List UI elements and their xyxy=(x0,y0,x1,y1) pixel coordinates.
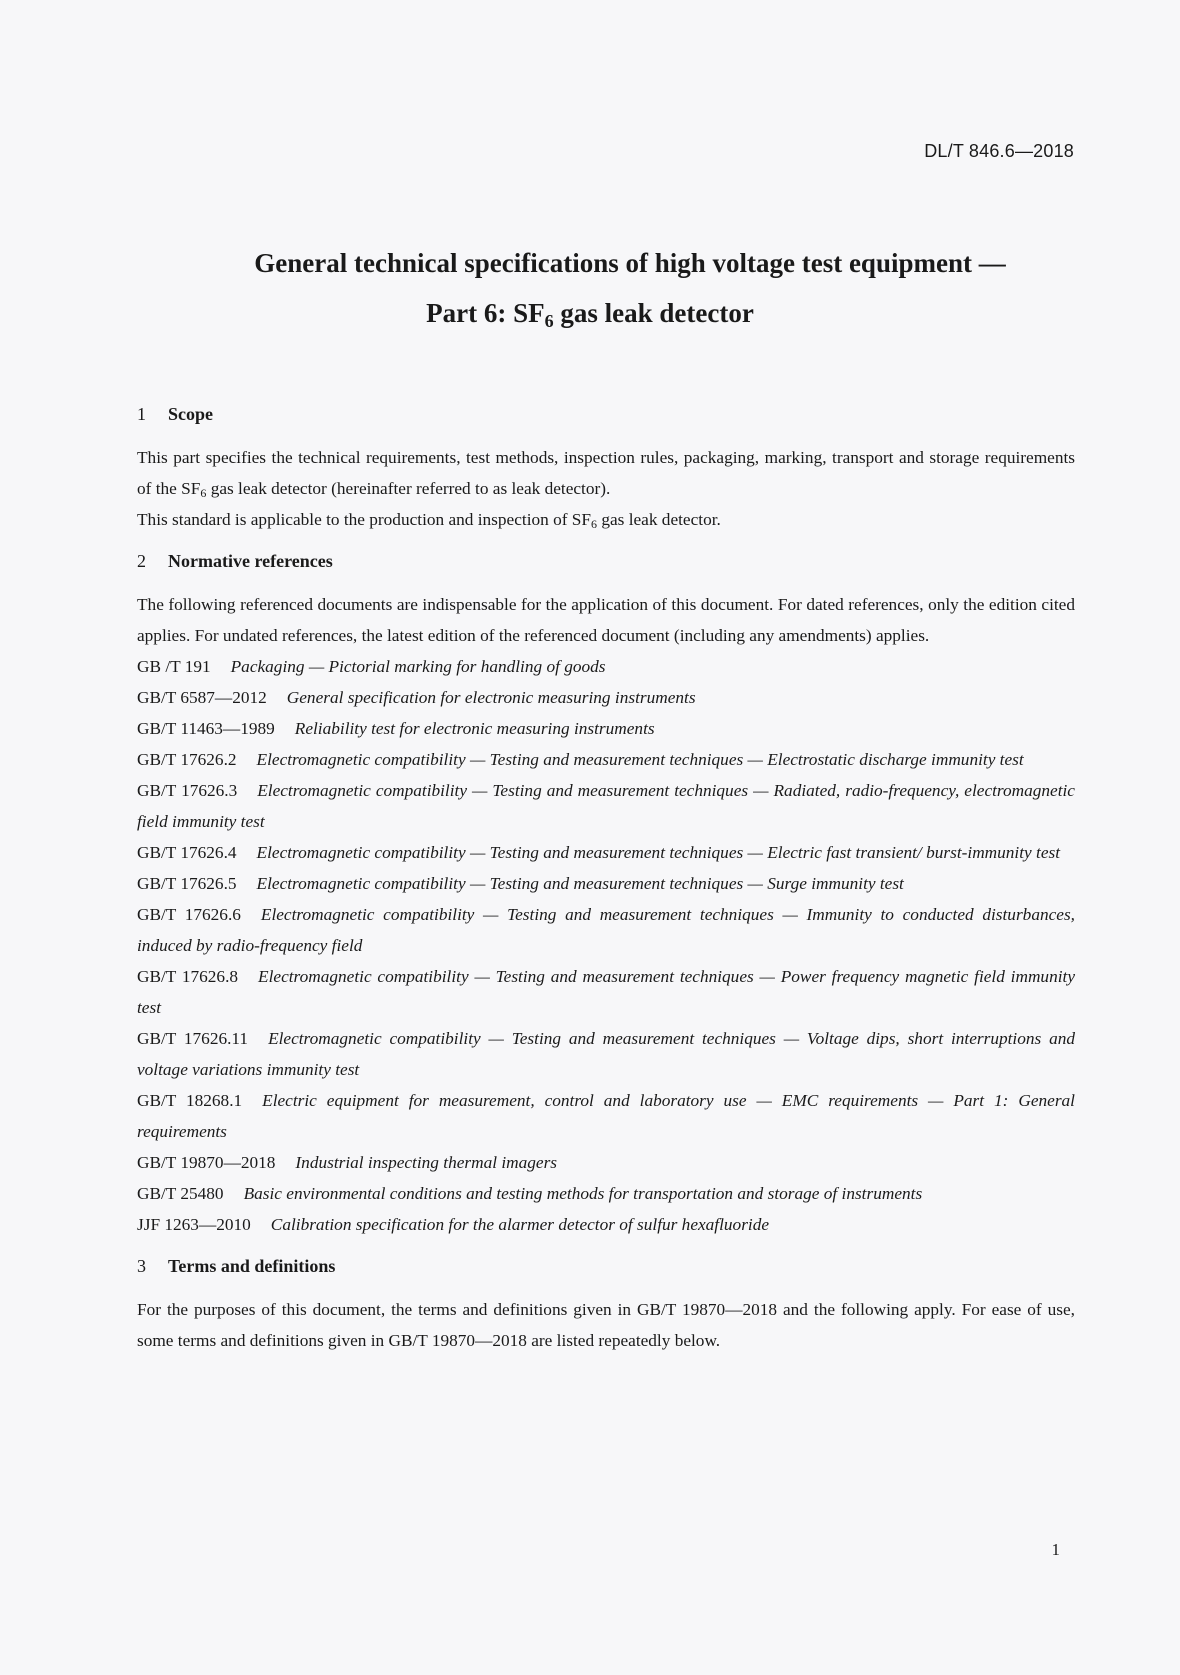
reference-title: Packaging — Pictorial marking for handling of goods xyxy=(230,657,606,676)
reference-title: Basic environmental conditions and testing methods for transportation and storage of instruments xyxy=(243,1184,923,1203)
scope-p2-text-a: This standard is applicable to the production and inspection of SF xyxy=(137,510,592,529)
reference-code: GB/T 17626.8 xyxy=(137,967,239,986)
reference-code: GB/T 17626.5 xyxy=(137,874,237,893)
section-title: Terms and definitions xyxy=(168,1256,336,1276)
reference-code: GB/T 17626.11 xyxy=(137,1029,249,1048)
reference-item xyxy=(137,868,1075,899)
reference-list xyxy=(137,651,1075,1240)
terms-paragraph: For the purposes of this document, the terms and definitions given in GB/T 19870—2018 and the following apply. For ease of use, some terms and definitions given in GB/T 19870—2018 are listed repeatedly below. xyxy=(137,1300,1075,1350)
scope-p2-text-b: gas leak detector. xyxy=(597,510,721,529)
reference-item xyxy=(137,837,1075,868)
reference-item xyxy=(137,1085,1075,1147)
reference-code: GB/T 25480 xyxy=(137,1184,224,1203)
title-line-2 xyxy=(0,298,1180,329)
title-line-1: General technical specifications of high voltage test equipment — xyxy=(254,248,1006,278)
reference-code: GB/T 17626.3 xyxy=(137,781,238,800)
reference-title: Calibration specification for the alarmer detector of sulfur hexafluoride xyxy=(270,1215,770,1234)
reference-title: Electromagnetic compatibility — Testing and measurement techniques — Immunity to conducted disturbances, induced by radio-frequency field xyxy=(137,905,1075,955)
scope-paragraph-1 xyxy=(137,442,1075,504)
reference-title: General specification for electronic measuring instruments xyxy=(286,688,696,707)
reference-code: GB /T 191 xyxy=(137,657,211,676)
section-title: Normative references xyxy=(168,551,333,571)
reference-title: Electric equipment for measurement, control and laboratory use — EMC requirements — Part 1: General requirements xyxy=(137,1091,1075,1141)
scope-p1-sub: 6 xyxy=(200,486,207,500)
reference-item xyxy=(137,682,1075,713)
title-subscript: 6 xyxy=(544,311,554,331)
reference-item xyxy=(137,775,1075,837)
scope-p1-text-b: gas leak detector (hereinafter referred to as leak detector). xyxy=(206,479,611,498)
reference-title: Reliability test for electronic measuring instruments xyxy=(294,719,655,738)
section-number: 1 xyxy=(137,404,146,424)
document-body xyxy=(137,399,1075,1356)
reference-code: GB/T 6587—2012 xyxy=(137,688,267,707)
title-part-prefix: Part 6: SF xyxy=(426,298,545,328)
reference-item xyxy=(137,1178,1075,1209)
reference-code: GB/T 18268.1 xyxy=(137,1091,243,1110)
reference-code: GB/T 17626.4 xyxy=(137,843,237,862)
section-title: Scope xyxy=(168,404,213,424)
section-heading-terms xyxy=(137,1251,1075,1282)
reference-code: GB/T 19870—2018 xyxy=(137,1153,276,1172)
reference-title: Electromagnetic compatibility — Testing and measurement techniques — Surge immunity test xyxy=(256,874,904,893)
reference-item xyxy=(137,961,1075,1023)
reference-title: Electromagnetic compatibility — Testing and measurement techniques — Voltage dips, short interruptions and voltage variations immunity test xyxy=(137,1029,1075,1079)
scope-p1-text-a: This part specifies the technical requirements, test methods, inspection rules, packaging, marking, transport and storage requirements of the SF xyxy=(137,448,1075,498)
section-number: 2 xyxy=(137,551,146,571)
reference-code: GB/T 17626.2 xyxy=(137,750,237,769)
scope-paragraph-2 xyxy=(137,504,1075,535)
reference-item xyxy=(137,1023,1075,1085)
reference-item xyxy=(137,899,1075,961)
reference-code: GB/T 11463—1989 xyxy=(137,719,275,738)
section-heading-normative xyxy=(137,546,1075,577)
document-code: DL/T 846.6—2018 xyxy=(924,141,1074,161)
reference-code: GB/T 17626.6 xyxy=(137,905,241,924)
reference-title: Electromagnetic compatibility — Testing and measurement techniques — Electric fast transient/ burst-immunity test xyxy=(256,843,1061,862)
reference-item xyxy=(137,1147,1075,1178)
reference-code: JJF 1263—2010 xyxy=(137,1215,251,1234)
reference-item xyxy=(137,1209,1075,1240)
section-heading-scope xyxy=(137,399,1075,430)
reference-title: Electromagnetic compatibility — Testing and measurement techniques — Power frequency magnetic field immunity test xyxy=(137,967,1075,1017)
title-part-suffix: gas leak detector xyxy=(553,298,754,328)
reference-item xyxy=(137,713,1075,744)
page-number: 1 xyxy=(1051,1540,1060,1559)
reference-item xyxy=(137,744,1075,775)
reference-title: Electromagnetic compatibility — Testing and measurement techniques — Radiated, radio-frequency, electromagnetic field immunity test xyxy=(137,781,1075,831)
reference-title: Industrial inspecting thermal imagers xyxy=(295,1153,558,1172)
reference-title: Electromagnetic compatibility — Testing and measurement techniques — Electrostatic discharge immunity test xyxy=(256,750,1024,769)
reference-item xyxy=(137,651,1075,682)
section-number: 3 xyxy=(137,1256,146,1276)
normative-intro: The following referenced documents are indispensable for the application of this document. For dated references, only the edition cited applies. For undated references, the latest edition of the referenced document (including any amendments) applies. xyxy=(137,595,1075,645)
scope-p2-sub: 6 xyxy=(591,517,598,531)
